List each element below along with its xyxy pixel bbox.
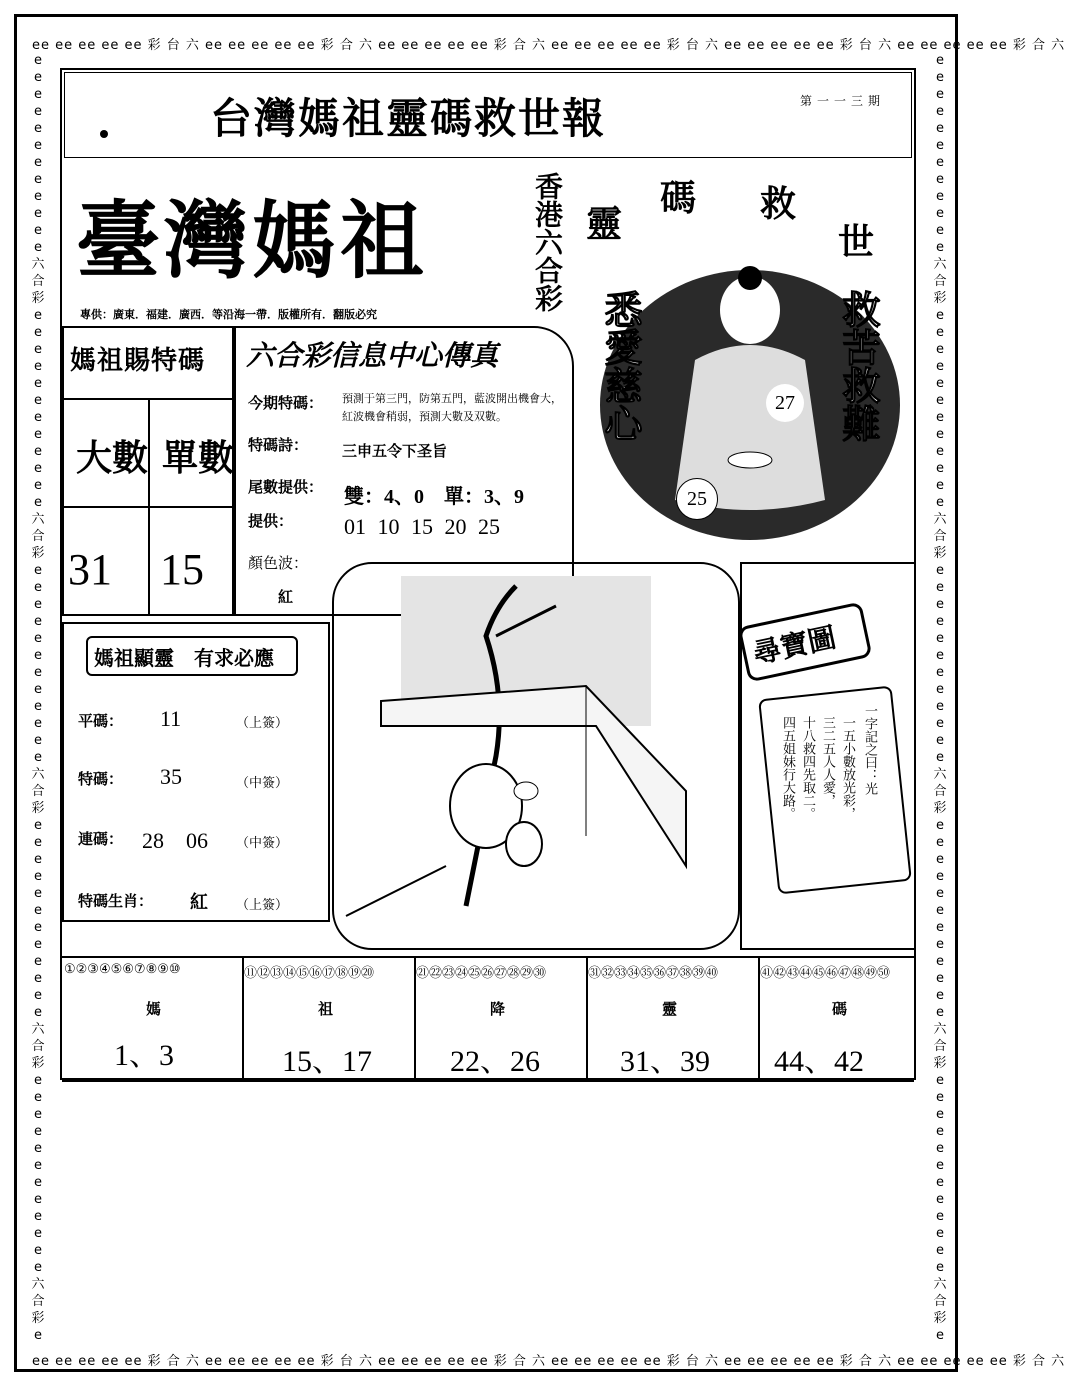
scroll-line-3: 十八救四先取二。 — [800, 716, 815, 820]
border-glyph: 彩 — [933, 1056, 947, 1071]
border-glyph: e — [936, 733, 944, 748]
mazu-label-1: 特碼： — [78, 770, 124, 788]
border-glyph: e — [936, 461, 944, 476]
col-value-5: 44、42 — [774, 1045, 864, 1078]
border-glyph: e — [34, 240, 42, 255]
issue-number: 第一一三期 — [800, 94, 886, 108]
border-glyph: e — [34, 444, 42, 459]
border-glyph: e — [34, 631, 42, 646]
border-glyph: e — [936, 1175, 944, 1190]
border-glyph: e — [936, 818, 944, 833]
border-glyph: 六 — [31, 1277, 45, 1292]
border-glyph: e — [34, 104, 42, 119]
border-glyph: e — [936, 1328, 944, 1343]
arc-char-2: 碼 — [660, 178, 697, 219]
border-glyph: e — [34, 393, 42, 408]
ornament-dot — [100, 130, 108, 138]
col-value-4: 31、39 — [620, 1045, 710, 1078]
border-glyph: 彩 — [933, 801, 947, 816]
border-glyph: e — [34, 886, 42, 901]
border-glyph: e — [34, 223, 42, 238]
border-glyph: 合 — [31, 529, 45, 544]
border-left-pattern — [30, 52, 46, 1348]
border-glyph: e — [34, 1107, 42, 1122]
newspaper-title: 台灣媽祖靈碼救世報 — [210, 94, 607, 143]
border-glyph: 合 — [31, 784, 45, 799]
border-glyph: e — [936, 1260, 944, 1275]
border-glyph: e — [936, 1107, 944, 1122]
mazu-value-0: 11 — [160, 706, 182, 731]
border-glyph: e — [34, 988, 42, 1003]
border-glyph: e — [34, 971, 42, 986]
border-glyph: e — [34, 580, 42, 595]
mazu-label-2: 連碼： — [78, 830, 124, 848]
border-glyph: e — [936, 614, 944, 629]
scroll-line-4: 四五姐妹行大路。 — [780, 716, 795, 820]
border-glyph: e — [34, 87, 42, 102]
arc-char-4: 世 — [838, 222, 875, 263]
col-header-3: 降 — [490, 1000, 506, 1018]
border-glyph: e — [34, 189, 42, 204]
border-glyph: 六 — [933, 1277, 947, 1292]
border-glyph: e — [34, 1073, 42, 1088]
border-glyph: e — [936, 1124, 944, 1139]
border-glyph: e — [34, 1226, 42, 1241]
border-glyph: e — [936, 971, 944, 986]
border-glyph: e — [936, 750, 944, 765]
border-glyph: e — [34, 1260, 42, 1275]
col-header-5: 碼 — [832, 1000, 848, 1018]
mazu-note-0: （上簽） — [236, 716, 289, 731]
border-glyph: e — [34, 733, 42, 748]
info-value-1: 三申五令下圣旨 — [342, 442, 448, 460]
border-top-pattern: ее ее ее ее ее 彩 台 六 ee ee ee ee ee 彩 合 六 ee ee ee ee ee 彩 合 六 ee ee ee ee ee 彩 台 六 ee ee ee ee ee 彩 台 六 ee ee ee ee ee 彩 合 六 — [32, 38, 1065, 53]
mazu-value-1: 35 — [160, 764, 182, 789]
info-label-3: 提供： — [248, 512, 294, 530]
border-glyph: e — [936, 682, 944, 697]
border-glyph: e — [34, 563, 42, 578]
border-glyph: e — [936, 580, 944, 595]
border-glyph: e — [34, 376, 42, 391]
border-glyph: e — [936, 920, 944, 935]
border-glyph: e — [936, 1090, 944, 1105]
border-glyph: e — [34, 410, 42, 425]
border-glyph: e — [936, 478, 944, 493]
border-glyph: e — [936, 903, 944, 918]
sheep-illustration — [346, 576, 726, 936]
border-glyph: e — [34, 342, 42, 357]
border-glyph: e — [936, 1243, 944, 1258]
main-title: 臺灣媽祖 — [76, 192, 429, 290]
border-glyph: e — [936, 444, 944, 459]
border-glyph: e — [936, 223, 944, 238]
border-glyph: e — [34, 835, 42, 850]
buddha-right-text: 救苦救難 — [836, 290, 880, 442]
mazu-label-3: 特碼生肖： — [78, 892, 154, 910]
info-label-1: 特碼詩： — [248, 436, 309, 454]
border-glyph: 合 — [933, 1294, 947, 1309]
border-glyph: e — [936, 342, 944, 357]
special-code-title: 媽祖賜特碼 — [70, 346, 206, 376]
mazu-note-2: （中簽） — [236, 836, 289, 851]
border-glyph: e — [936, 648, 944, 663]
mazu-value-3: 紅 — [190, 892, 208, 913]
border-glyph: e — [34, 818, 42, 833]
border-glyph: e — [34, 1209, 42, 1224]
col-digits-3: ㉑㉒㉓㉔㉕㉖㉗㉘㉙㉚ — [416, 966, 547, 981]
border-glyph: 合 — [933, 529, 947, 544]
border-glyph: 合 — [31, 1294, 45, 1309]
border-glyph: e — [936, 138, 944, 153]
border-glyph: e — [936, 308, 944, 323]
border-glyph: e — [34, 172, 42, 187]
scroll-line-2: 三二五人人愛， — [820, 716, 835, 807]
border-glyph: e — [936, 631, 944, 646]
border-glyph: e — [34, 682, 42, 697]
border-glyph: e — [936, 988, 944, 1003]
col1-value: 31 — [68, 545, 112, 594]
col-digits-1: ①②③④⑤⑥⑦⑧⑨⑩ — [64, 962, 181, 977]
scroll-line-1: 一五小數放光彩， — [840, 716, 855, 820]
border-glyph: 六 — [933, 257, 947, 272]
border-glyph: e — [936, 835, 944, 850]
border-glyph: 彩 — [31, 801, 45, 816]
border-glyph: e — [936, 104, 944, 119]
distribution-note: 專供：廣東．福建．廣西．等沿海一帶．版權所有．翻版必究 — [80, 308, 377, 321]
border-glyph: e — [34, 70, 42, 85]
border-glyph: e — [34, 614, 42, 629]
border-glyph: e — [34, 597, 42, 612]
border-glyph: e — [34, 665, 42, 680]
border-glyph: e — [34, 155, 42, 170]
border-glyph: e — [936, 1073, 944, 1088]
border-glyph: e — [34, 852, 42, 867]
border-glyph: 六 — [31, 767, 45, 782]
border-glyph: e — [34, 53, 42, 68]
border-glyph: e — [936, 393, 944, 408]
border-glyph: e — [34, 359, 42, 374]
mazu-value-2: 28 06 — [142, 828, 209, 853]
border-glyph: e — [936, 172, 944, 187]
border-glyph: e — [34, 648, 42, 663]
info-value-0: 預測于第三門，防第五門，藍波開出機會大，紅波機會稍弱，預測大數及双數。 — [342, 392, 562, 423]
border-glyph: 彩 — [31, 1056, 45, 1071]
border-glyph: 六 — [31, 1022, 45, 1037]
border-glyph: e — [936, 325, 944, 340]
border-glyph: e — [936, 665, 944, 680]
border-glyph: e — [34, 1328, 42, 1343]
border-glyph: e — [936, 954, 944, 969]
border-glyph: e — [936, 376, 944, 391]
info-label-0: 今期特碼： — [248, 394, 324, 412]
border-glyph: 合 — [933, 784, 947, 799]
col2-label: 單數 — [162, 438, 235, 479]
border-glyph: e — [34, 1005, 42, 1020]
border-glyph: 六 — [933, 1022, 947, 1037]
border-glyph: e — [936, 87, 944, 102]
border-glyph: 合 — [933, 1039, 947, 1054]
col-value-2: 15、17 — [282, 1045, 372, 1078]
info-label-4: 顏色波： — [248, 554, 309, 572]
border-glyph: e — [936, 427, 944, 442]
border-glyph: e — [34, 699, 42, 714]
info-value-3: 01 10 15 20 25 — [344, 514, 500, 539]
border-glyph: e — [936, 869, 944, 884]
border-glyph: e — [34, 937, 42, 952]
border-glyph: e — [936, 886, 944, 901]
border-glyph: e — [936, 206, 944, 221]
border-glyph: e — [936, 155, 944, 170]
border-glyph: e — [34, 1158, 42, 1173]
col-value-1: 1、3 — [114, 1039, 174, 1072]
border-glyph: e — [34, 1090, 42, 1105]
border-glyph: 合 — [31, 274, 45, 289]
border-bottom-pattern: ee ee ee ee ee 彩 合 六 ee ee ee ee ee 彩 台 六 ee ee ee ee ee 彩 合 六 ee ee ee ee ee 彩 台 六 ee ee ee ee ee 彩 合 六 ee ee ee ee ee 彩 合 六 — [32, 1354, 1065, 1369]
col1-label: 大數 — [76, 438, 149, 479]
border-glyph: e — [34, 325, 42, 340]
border-glyph: e — [936, 852, 944, 867]
border-glyph: e — [936, 597, 944, 612]
border-glyph: e — [936, 563, 944, 578]
treasure-title: 尋寶圖 — [749, 620, 839, 671]
border-glyph: 六 — [933, 512, 947, 527]
mazu-note-1: （中簽） — [236, 776, 289, 791]
info-value-2: 雙：4、0 單：3、9 — [344, 486, 524, 508]
badge-27: 27 — [766, 384, 804, 422]
border-glyph: e — [936, 716, 944, 731]
border-glyph: e — [34, 461, 42, 476]
info-value-4: 紅 — [278, 588, 294, 606]
border-glyph: e — [34, 1141, 42, 1156]
arc-char-1: 靈 — [586, 204, 623, 245]
mazu-title: 媽祖顯靈 有求必應 — [94, 646, 274, 670]
border-glyph: e — [34, 716, 42, 731]
border-glyph: e — [936, 699, 944, 714]
border-glyph: e — [34, 1124, 42, 1139]
border-glyph: e — [34, 954, 42, 969]
border-glyph: e — [34, 920, 42, 935]
col-header-2: 祖 — [318, 1000, 334, 1018]
border-glyph: e — [34, 869, 42, 884]
border-glyph: e — [936, 1005, 944, 1020]
mazu-label-0: 平碼： — [78, 712, 124, 730]
border-glyph: e — [936, 937, 944, 952]
col2-value: 15 — [160, 545, 204, 594]
col-digits-5: ㊶㊷㊸㊹㊺㊻㊼㊽㊾㊿ — [760, 966, 891, 981]
border-glyph: e — [34, 495, 42, 510]
border-glyph: 彩 — [31, 291, 45, 306]
border-glyph: e — [34, 427, 42, 442]
col-digits-2: ⑪⑫⑬⑭⑮⑯⑰⑱⑲⑳ — [244, 966, 375, 981]
border-glyph: e — [936, 1226, 944, 1241]
border-glyph: 六 — [31, 257, 45, 272]
border-glyph: e — [34, 903, 42, 918]
buddha-left-text: 悉愛慈心 — [598, 290, 642, 442]
mazu-note-3: （上簽） — [236, 898, 289, 913]
border-glyph: e — [34, 1243, 42, 1258]
border-glyph: 彩 — [933, 291, 947, 306]
border-glyph: 合 — [31, 1039, 45, 1054]
border-glyph: e — [34, 1192, 42, 1207]
info-center-title: 六合彩信息中心傳真 — [246, 339, 499, 372]
border-glyph: e — [936, 189, 944, 204]
border-glyph: 合 — [933, 274, 947, 289]
vertical-subtitle: 香港六合彩 — [531, 172, 564, 312]
col-digits-4: ㉛㉜㉝㉞㉟㊱㊲㊳㊴㊵ — [588, 966, 719, 981]
border-glyph: e — [936, 1158, 944, 1173]
border-glyph: e — [936, 1209, 944, 1224]
scroll-heading: 一字記之曰：光 — [862, 704, 877, 795]
border-glyph: e — [34, 478, 42, 493]
border-glyph: 六 — [31, 512, 45, 527]
border-glyph: 彩 — [933, 1311, 947, 1326]
border-glyph: e — [34, 206, 42, 221]
border-glyph: 六 — [933, 767, 947, 782]
border-glyph: e — [936, 410, 944, 425]
border-glyph: e — [936, 359, 944, 374]
border-glyph: e — [34, 750, 42, 765]
border-glyph: e — [34, 1175, 42, 1190]
col-value-3: 22、26 — [450, 1045, 540, 1078]
col-header-4: 靈 — [662, 1000, 678, 1018]
col-header-1: 媽 — [146, 1000, 162, 1018]
border-glyph: 彩 — [933, 546, 947, 561]
border-glyph: e — [34, 121, 42, 136]
border-glyph: e — [936, 1192, 944, 1207]
border-glyph: e — [936, 53, 944, 68]
border-glyph: e — [936, 70, 944, 85]
border-glyph: 彩 — [31, 1311, 45, 1326]
border-glyph: e — [936, 121, 944, 136]
border-right-pattern — [932, 52, 948, 1348]
border-glyph: e — [936, 495, 944, 510]
border-glyph: e — [34, 308, 42, 323]
border-glyph: e — [936, 240, 944, 255]
border-glyph: 彩 — [31, 546, 45, 561]
badge-25: 25 — [676, 478, 718, 520]
divider — [148, 400, 150, 614]
border-glyph: e — [936, 1141, 944, 1156]
info-label-2: 尾數提供： — [248, 478, 324, 496]
border-glyph: e — [34, 138, 42, 153]
arc-char-3: 救 — [760, 184, 797, 225]
